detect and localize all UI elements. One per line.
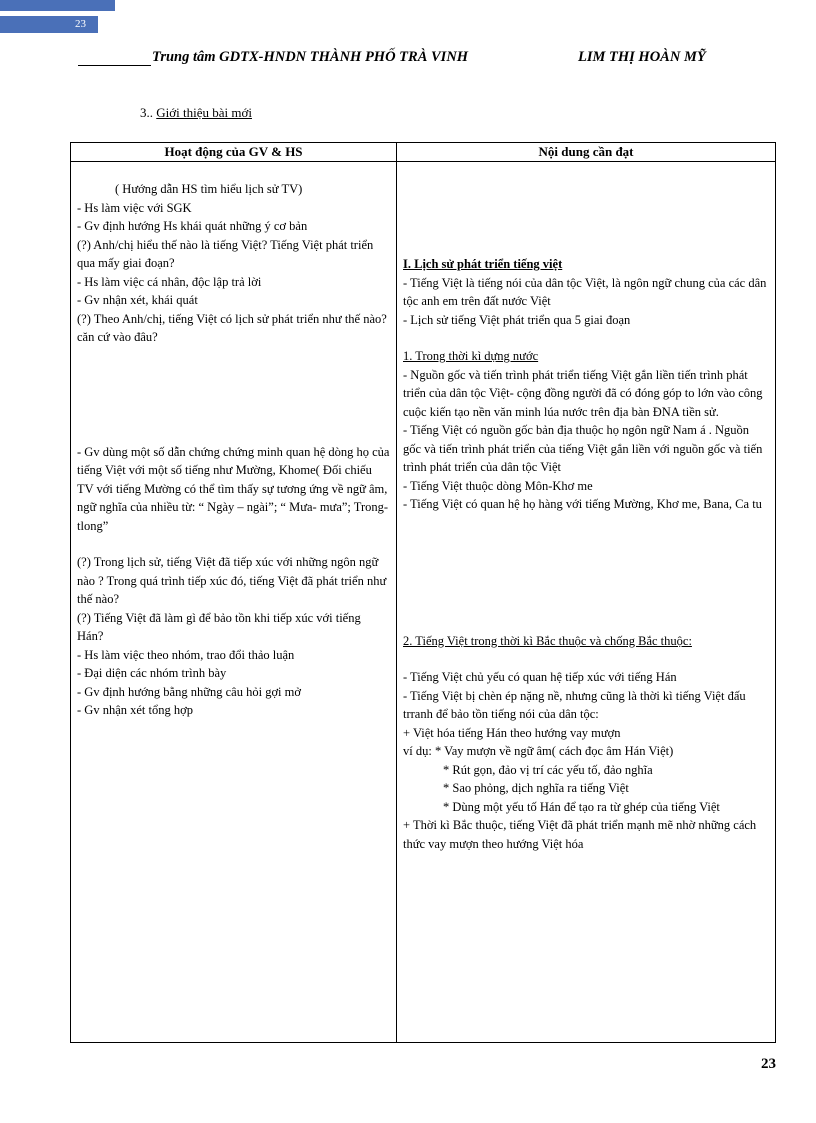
col1-a5: - Gv nhận xét, khái quát [77, 293, 198, 307]
section-title-text: Giới thiệu bài mới [156, 105, 252, 120]
col1-cell [71, 162, 397, 1043]
table-body-row [71, 162, 776, 1043]
table-header-row [71, 143, 776, 162]
col2-q4: ví dụ: * Vay mượn về ngữ âm( cách đọc âm Hán Việt) [403, 744, 674, 758]
col2-p1: - Tiếng Việt là tiếng nói của dân tộc Việt, là ngôn ngữ chung của các dân tộc anh em trên đất nước Việt [403, 275, 767, 308]
col2-heading-1: I. Lịch sử phát triển tiếng việt [403, 257, 563, 271]
col2-q5: * Rút gọn, đảo vị trí các yếu tố, đảo nghĩa [443, 762, 653, 777]
header-rule [78, 53, 151, 66]
col1-a1: - Hs làm việc với SGK [77, 200, 192, 215]
lesson-table [70, 142, 776, 1043]
header-page-tab: 23 [0, 16, 98, 33]
col1-c3: - Hs làm việc theo nhóm, trao đổi thảo luận [77, 647, 295, 662]
col2-p6: - Tiếng Việt có quan hệ họ hàng với tiếng Mường, Khơ me, Bana, Ca tu [403, 497, 762, 511]
col1-a3: (?) Anh/chị hiểu thế nào là tiếng Việt? Tiếng Việt phát triển qua mấy giai đoạn? [77, 237, 374, 270]
col2-p2: - Lịch sử tiếng Việt phát triển qua 5 giai đoạn [403, 312, 631, 327]
col1-c5: - Gv định hướng bằng những câu hỏi gợi mở [77, 684, 301, 699]
col1-b1: - Gv dùng một số dẫn chứng chứng minh quan hệ dòng họ của tiếng Việt với một số tiếng như Mường, Khome( Đối chiếu TV với tiếng Mường có thể tìm thấy sự tương ứng về ngữ âm, ngữ nghĩa của nhiều từ: “ Ngày – ngài”; “ Mưa- mưa”; Trong- tlong” [77, 444, 390, 533]
col2-heading-3: 2. Tiếng Việt trong thời kì Bắc thuộc và chống Bắc thuộc: [403, 633, 692, 648]
section-prefix: 3.. [140, 105, 157, 120]
page-number: 23 [761, 1056, 776, 1072]
col1-c6: - Gv nhận xét tổng hợp [77, 703, 193, 717]
col2-q7: * Dùng một yếu tố Hán để tạo ra từ ghép của tiếng Việt [443, 799, 720, 814]
page-header [78, 49, 706, 66]
col2-p5: - Tiếng Việt thuộc dòng Môn-Khơ me [403, 478, 593, 493]
col2-q6: * Sao phỏng, dịch nghĩa ra tiếng Việt [443, 781, 629, 795]
section-title [140, 105, 252, 121]
col2-cell [397, 162, 776, 1043]
col1-a4: - Hs làm việc cá nhân, độc lập trả lời [77, 274, 262, 289]
header-center-text: Trung tâm GDTX-HNDN THÀNH PHỐ TRÀ VINH [152, 49, 469, 65]
col1-c4: - Đại diện các nhóm trình bày [77, 666, 227, 680]
col2-q3: + Việt hóa tiếng Hán theo hướng vay mượn [403, 725, 621, 740]
col1-a6: (?) Theo Anh/chị, tiếng Việt có lịch sử phát triển như thế nào? căn cứ vào đâu? [77, 311, 387, 344]
header-tab-bar [0, 0, 115, 11]
col1-header: Hoạt động của GV & HS [71, 143, 397, 162]
col2-heading-2: 1. Trong thời kì dựng nước [403, 349, 539, 363]
col1-c2: (?) Tiếng Việt đã làm gì để bảo tồn khi tiếp xúc với tiếng Hán? [77, 610, 361, 643]
col2-p3: - Nguồn gốc và tiến trình phát triển tiếng Việt gắn liền tiến trình phát triển của dân tộc Việt- cộng đồng người đã có đóng góp to lớn vào công cuộc kiến tạo nền văn minh lúa nước trên địa bàn ĐNA tiền sử. [403, 367, 763, 419]
col1-intro: ( Hướng dẫn HS tìm hiểu lịch sử TV) [115, 182, 303, 196]
col2-p4: - Tiếng Việt có nguồn gốc bản địa thuộc họ ngôn ngữ Nam á . Nguồn gốc và tiến trình phát triển của tiếng Việt gắn liền với nguồn gốc và tiến trình phát triển của dân tộc Việt [403, 423, 763, 474]
col1-a2: - Gv định hướng Hs khái quát những ý cơ bản [77, 219, 308, 233]
col2-q1: - Tiếng Việt chủ yếu có quan hệ tiếp xúc với tiếng Hán [403, 670, 677, 684]
col2-header: Nội dung cần đạt [397, 143, 776, 162]
col2-q8: + Thời kì Bắc thuộc, tiếng Việt đã phát triển mạnh mẽ nhờ những cách thức vay mượn theo hướng Việt hóa [403, 818, 757, 851]
header-author: LIM THỊ HOÀN MỸ [578, 49, 706, 65]
col2-q2: - Tiếng Việt bị chèn ép nặng nề, nhưng cũng là thời kì tiếng Việt đấu trranh để bảo tồn tiếng nói của dân tộc: [403, 688, 746, 721]
col1-c1: (?) Trong lịch sử, tiếng Việt đã tiếp xúc với những ngôn ngữ nào ? Trong quá trình tiếp xúc đó, tiếng Việt đã phát triển như thế nào? [77, 555, 387, 606]
